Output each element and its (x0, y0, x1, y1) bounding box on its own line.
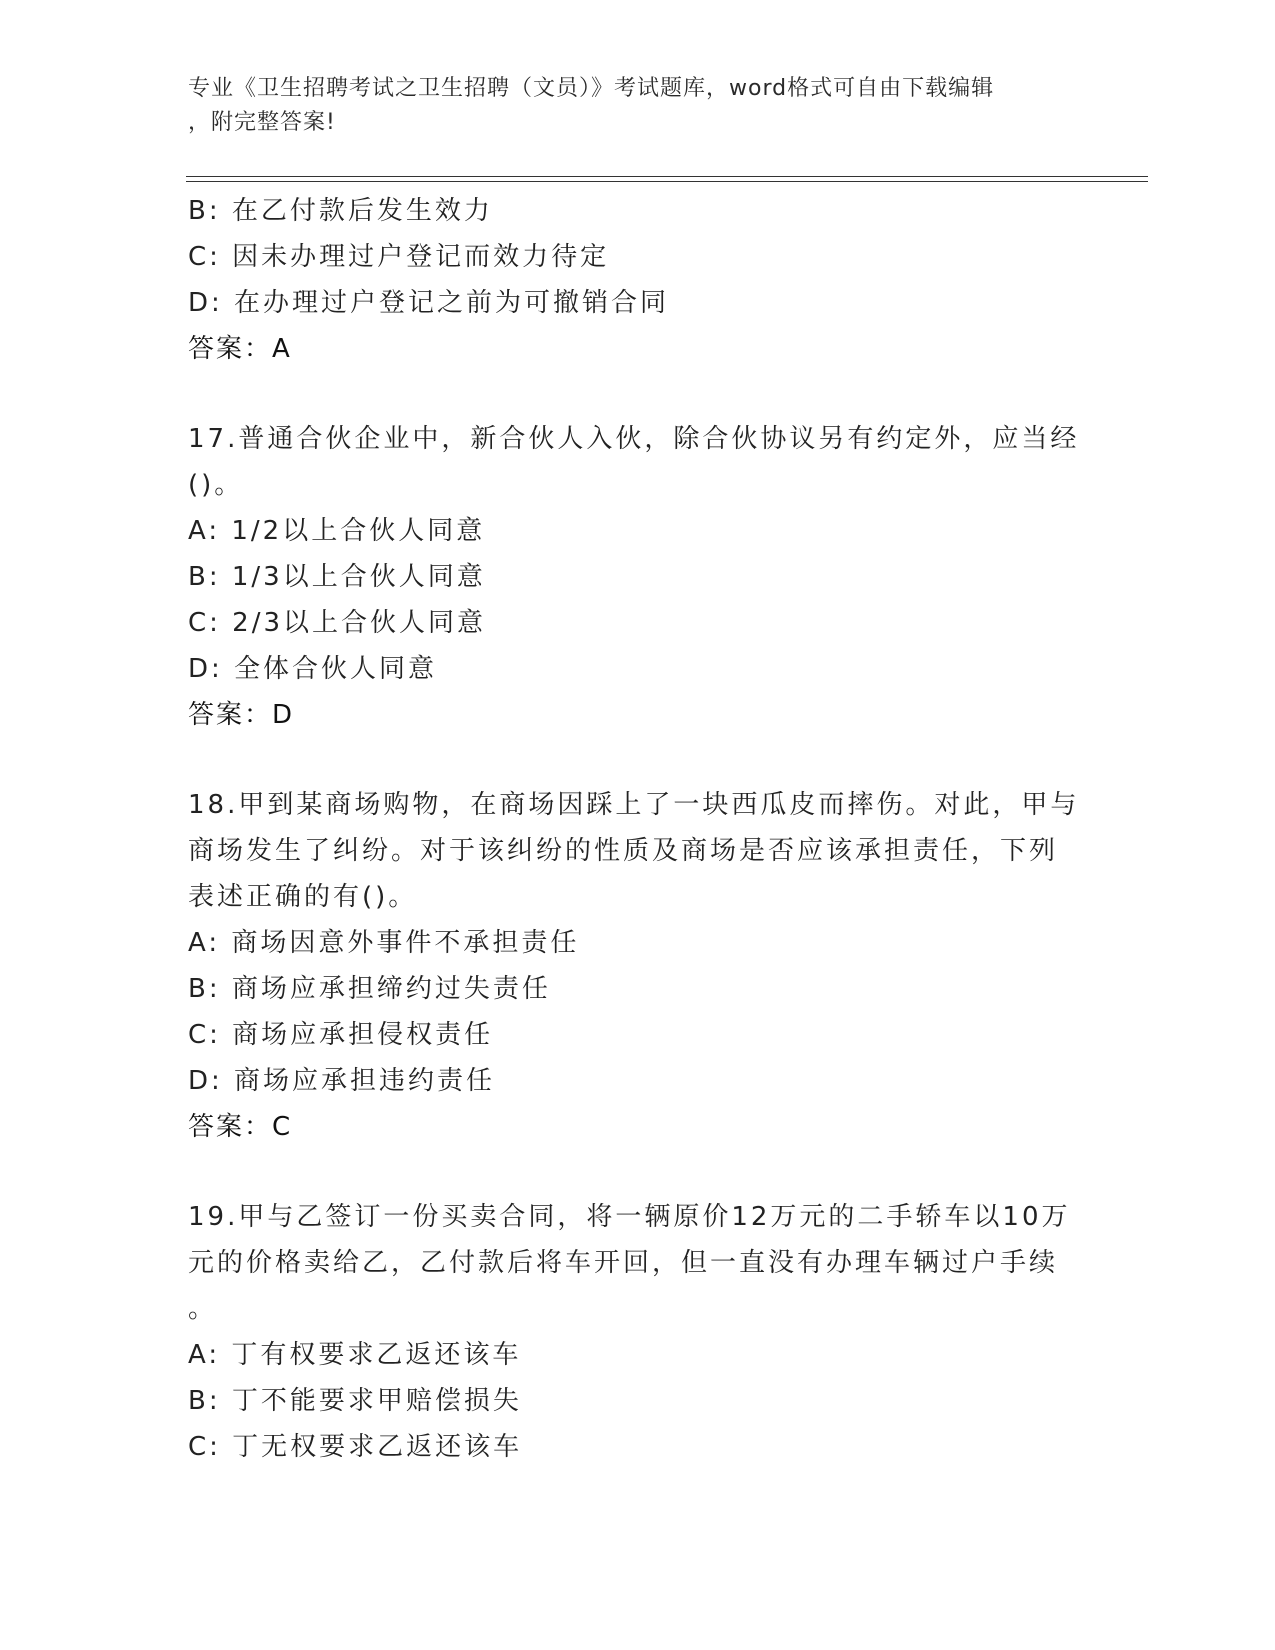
option-b: B: 在乙付款后发生效力 (188, 196, 493, 226)
header-divider-bottom (186, 181, 1148, 182)
spacer (188, 1150, 1088, 1194)
option-c: C: 因未办理过户登记而效力待定 (188, 242, 610, 272)
option-a: A: 商场因意外事件不承担责任 (188, 928, 580, 958)
option-d: D: 在办理过户登记之前为可撤销合同 (188, 288, 670, 318)
header-line-2: ，附完整答案! (188, 110, 336, 135)
answer-label: 答案：A (188, 334, 292, 364)
option-c: C: 丁无权要求乙返还该车 (188, 1432, 523, 1462)
option-d: D: 全体合伙人同意 (188, 654, 438, 684)
question-stem-line: 元的价格卖给乙，乙付款后将车开回，但一直没有办理车辆过户手续 (188, 1248, 1059, 1278)
question-stem-line: 18.甲到某商场购物，在商场因踩上了一块西瓜皮而摔伤。对此，甲与 (188, 790, 1080, 820)
question-block-16 (188, 188, 1088, 372)
document-header (188, 72, 1088, 140)
option-c: C: 2/3以上合伙人同意 (188, 608, 487, 638)
option-d: D: 商场应承担违约责任 (188, 1066, 496, 1096)
option-b: B: 丁不能要求甲赔偿损失 (188, 1386, 522, 1416)
question-block-19 (188, 1194, 1088, 1470)
spacer (188, 372, 1088, 416)
header-line-1: 专业《卫生招聘考试之卫生招聘（文员）》考试题库，word格式可自由下载编辑 (188, 76, 995, 101)
option-c: C: 商场应承担侵权责任 (188, 1020, 494, 1050)
question-stem-line: 17.普通合伙企业中，新合伙人入伙，除合伙协议另有约定外，应当经 (188, 424, 1080, 454)
question-list (188, 188, 1088, 1470)
question-stem-line: 。 (188, 1294, 218, 1324)
question-stem-line: ()。 (188, 470, 244, 500)
option-a: A: 丁有权要求乙返还该车 (188, 1340, 522, 1370)
question-stem-line: 表述正确的有()。 (188, 882, 418, 912)
option-b: B: 商场应承担缔约过失责任 (188, 974, 551, 1004)
question-block-17 (188, 416, 1088, 738)
spacer (188, 738, 1088, 782)
header-divider-top (186, 176, 1148, 177)
question-stem-line: 商场发生了纠纷。对于该纠纷的性质及商场是否应该承担责任，下列 (188, 836, 1059, 866)
option-a: A: 1/2以上合伙人同意 (188, 516, 486, 546)
question-block-18 (188, 782, 1088, 1150)
question-stem-line: 19.甲与乙签订一份买卖合同，将一辆原价12万元的二手轿车以10万 (188, 1202, 1071, 1232)
option-b: B: 1/3以上合伙人同意 (188, 562, 486, 592)
answer-label: 答案：C (188, 1112, 293, 1142)
answer-label: 答案：D (188, 700, 295, 730)
